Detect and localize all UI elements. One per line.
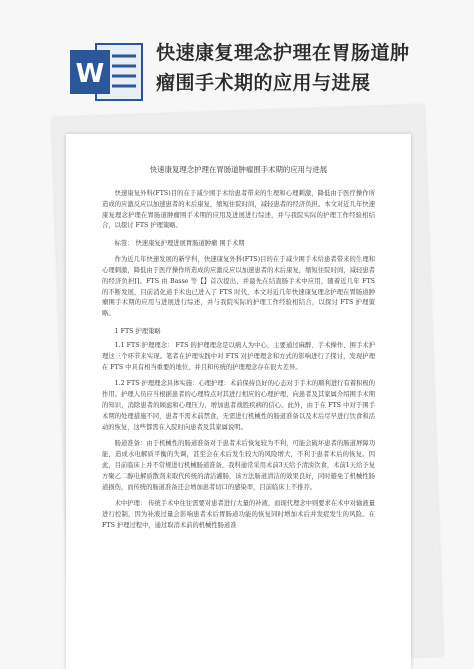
section-heading: 1 FTS 护理策略	[114, 327, 161, 335]
svg-text:W: W	[75, 59, 105, 89]
paragraph-1-1: 1.1 FTS 护理理念： FTS 的护理理念是以病人为中心，主要通过麻醉、手术操作、围手术护理这三个环节来实现。笔者在护理实践中对 FTS 对护理理念和方式的影响进行了探讨，发现护理在 FTS 中具有相当重要的地位，并且和传统的护理理念存在很大差异。	[102, 341, 375, 371]
document-page	[66, 134, 411, 669]
intro-paragraph: 作为近几年快速发展的新学科，快速康复外科(FTS)目的在于减少围手术给患者带来的生理和心理刺激，降低由于医疗操作所造成的应激反应以加速患者的术后康复，缩短住院时间，减轻患者的经济负担[]。FTS 由 Basse 等【】首次提出，并最先在结直肠手术中应用，随着近几年 FTS 的不断发展，目前消化道手术也已进入了 FTS 时代，本文对近几年快速康复理念护理在胃肠道肿瘤围手术期的应用与进展进行综述，并与我院实际的护理工作经验相结合，以探讨 FTS 护理策略。	[102, 256, 375, 318]
paragraph-1-2: 1.2 FTS 护理理念具体实施：心理护理：术前保持良好的心态对于手术的顺利进行有着积极的作用。护理人员应当根据患者的心理特点对其进行相应的心理护理，向患者及其家属介绍围手术期的知识，消除患者的顾虑和心理压力，增加患者战胜疾病的信心。此外，由于在 FTS 中对于围手术期的处理措施不同，患者不需术前禁食，无需进行机械性的肠道准备以及术后尽早进行饮食和活动的恢复，这些都需在入院时向患者及其家属说明。	[102, 380, 375, 431]
abstract-paragraph: 快速康复外科(FTS)目的在于减少围手术给患者带来的生理和心理刺激，降低由于医疗操作所造成的应激反应以加速患者的术后康复，缩短住院时间，减轻患者的经济负担。本文对近几年快速康复理念护理在胃肠道肿瘤围手术期的应用及进展进行综述，并与我院实际的护理工作经验相结合，以探讨 FTS 护理策略。	[102, 190, 375, 230]
title-line-1: 快速康复理念护理在胃肠道肿	[156, 42, 410, 64]
word-document-icon	[68, 40, 144, 104]
bowel-prep-paragraph: 肠道准备：由于机械性的肠道准备对于患者术后恢复较为不利，可能会破坏患者的肠道屏障功能，造成水电解质平衡的失调，甚至会在术后发生较大的风险增大，不利于患者术后的恢复。因此，目前临床上并不常规进行机械肠道准备，我科通常采用术前3天给予清淡饮食，术前1天给予复方聚乙二醇电解质散剂来取代传统的清洁灌肠，该方法肠道清洁的效果良好，同时避免了机械性肠道损伤，而传统的肠道准备还会增加患者切口的感染率，目前临床上不推荐。	[102, 440, 375, 491]
title-line-2: 瘤围手术期的应用与进展	[156, 72, 371, 94]
page-title	[156, 38, 456, 98]
keywords-line: 标签： 快速康复护理进展胃肠道肿瘤 围手术期	[114, 240, 245, 248]
header-banner	[0, 0, 474, 118]
document-title: 快速康复理念护理在胃肠道肿瘤围手术期的应用与进展	[149, 165, 328, 174]
intraoperative-paragraph: 术中护理： 传统手术中往往需要对患者进行大量的补液，而现代理念中则要求在术中对输液量进行控制，因为补液过量会影响患者术后胃肠道功能的恢复同时增加术后并发症发生的风险。在 FTS 护理过程中，通过取消术前的机械性肠道准	[102, 500, 375, 529]
